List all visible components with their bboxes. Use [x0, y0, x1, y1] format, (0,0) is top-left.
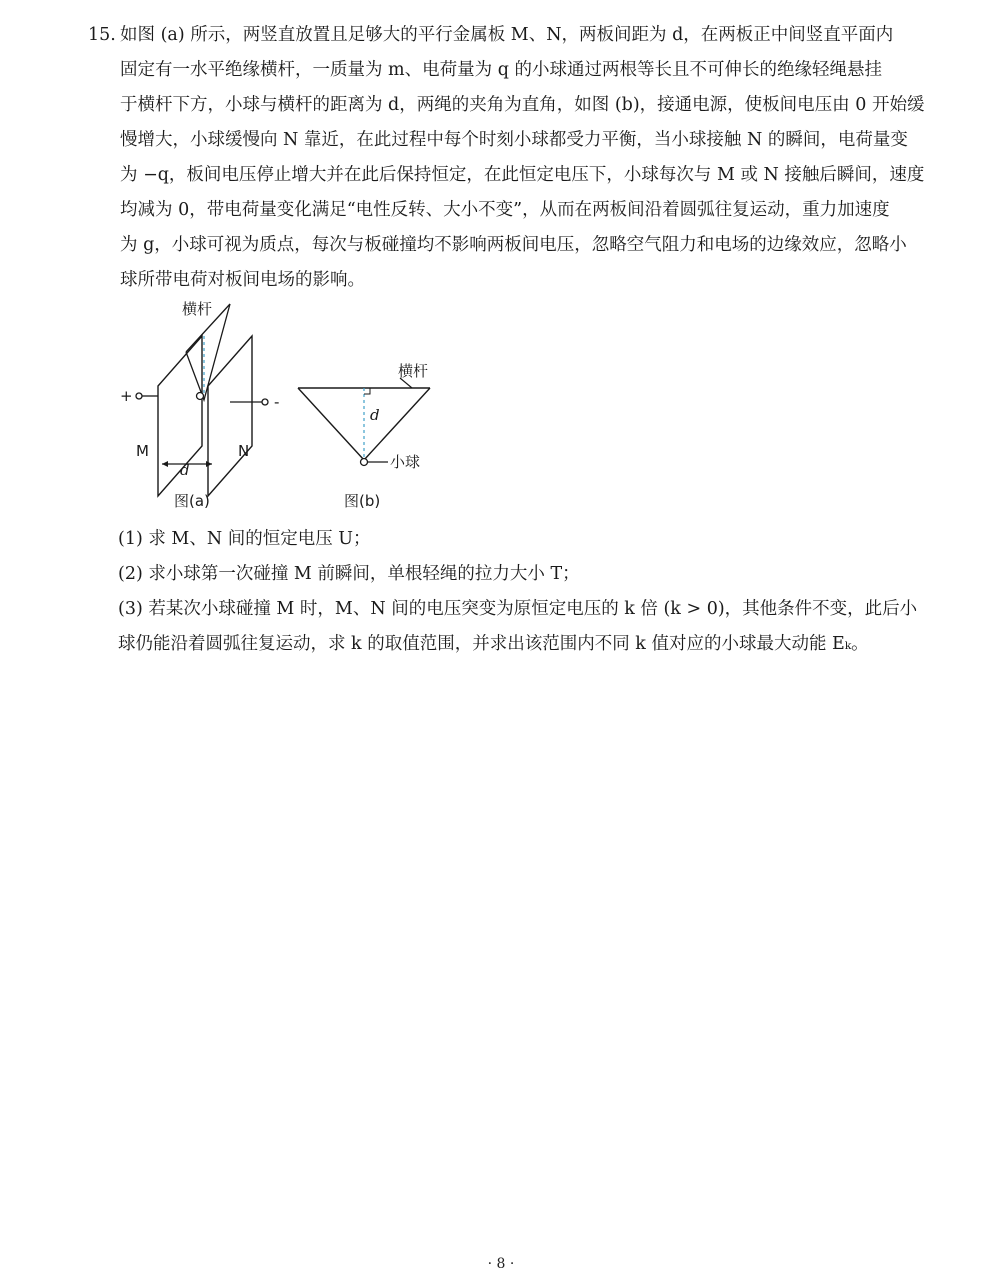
problem-line-6: 均减为 0，带电荷量变化满足“电性反转、大小不变”，从而在两板间沿着圆弧往复运动，重力加速度 [120, 200, 890, 220]
figure-a [120, 300, 279, 510]
problem-line-3: 于横杆下方，小球与横杆的距离为 d，两绳的夹角为直角，如图 (b)，接通电源，使板间电压由 0 开始缓 [120, 95, 925, 115]
question-2: (2) 求小球第一次碰撞 M 前瞬间，单根轻绳的拉力大小 T； [118, 564, 580, 584]
d-label-a: d [180, 461, 190, 479]
problem-line-7: 为 g，小球可视为质点，每次与板碰撞均不影响两板间电压，忽略空气阻力和电场的边缘效应，忽略小 [120, 235, 907, 255]
caption-a: 图(a) [174, 492, 210, 510]
plus-label: + [120, 387, 133, 405]
label-m: M [136, 442, 149, 460]
string-right-b [364, 388, 430, 460]
minus-label: - [274, 393, 280, 411]
problem-statement [88, 18, 925, 298]
figure-diagram [112, 296, 452, 516]
caption-b: 图(b) [344, 492, 381, 510]
problem-line-1: 15. 如图 (a) 所示，两竖直放置且足够大的平行金属板 M、N，两板间距为 d，在两板正中间竖直平面内 [88, 18, 918, 53]
right-angle-mark [364, 388, 370, 394]
crossbar-label-b: 横杆 [398, 362, 429, 380]
question-3-cont: 球仍能沿着圆弧往复运动，求 k 的取值范围，并求出该范围内不同 k 值对应的小球最大动能 Eₖ。 [118, 634, 869, 654]
label-n: N [238, 442, 250, 460]
problem-line-4: 慢增大，小球缓慢向 N 靠近，在此过程中每个时刻小球都受力平衡，当小球接触 N 的瞬间，电荷量变 [120, 130, 908, 150]
figure-b [298, 362, 430, 510]
figures [112, 296, 452, 516]
sub-questions [118, 522, 918, 662]
ball-b [361, 459, 368, 466]
ball-a [197, 393, 204, 400]
d-arrow-left-head [162, 461, 168, 467]
page-number: · 8 · [487, 1256, 515, 1272]
problem-number: 15. [88, 25, 116, 45]
question-3: (3) 若某次小球碰撞 M 时，M、N 间的电压突变为原恒定电压的 k 倍 (k > 0)，其他条件不变，此后小 [118, 599, 918, 619]
d-label-b: d [370, 406, 380, 424]
string-left-b [298, 388, 364, 460]
problem-line-5: 为 −q，板间电压停止增大并在此后保持恒定，在此恒定电压下，小球每次与 M 或 N 接触后瞬间，速度 [120, 165, 925, 185]
ball-label-b: 小球 [390, 453, 421, 471]
crossbar-label-a: 横杆 [182, 300, 213, 318]
problem-line-8: 球所带电荷对板间电场的影响。 [120, 270, 365, 290]
question-1: (1) 求 M、N 间的恒定电压 U； [118, 529, 371, 549]
terminal-right [262, 399, 268, 405]
terminal-left [136, 393, 142, 399]
problem-line-2: 固定有一水平绝缘横杆，一质量为 m、电荷量为 q 的小球通过两根等长且不可伸长的绝缘轻绳悬挂 [120, 60, 882, 80]
